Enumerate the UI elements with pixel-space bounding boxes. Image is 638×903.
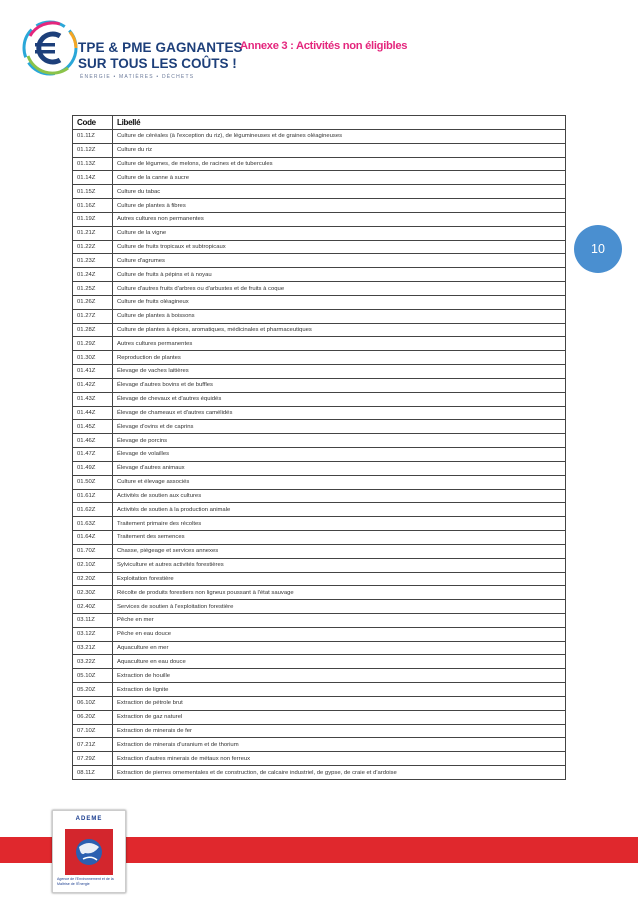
- activity-code: 01.13Z: [73, 157, 113, 171]
- activity-label: Élevage de chevaux et d'autres équidés: [113, 392, 566, 406]
- ademe-logo: [52, 810, 126, 893]
- activity-label: Récolte de produits forestiers non ligneux poussant à l'état sauvage: [113, 586, 566, 600]
- table-row: [73, 254, 566, 268]
- activity-label: Culture de fruits tropicaux et subtropicaux: [113, 240, 566, 254]
- activity-code: 05.10Z: [73, 669, 113, 683]
- activity-label: Activités de soutien aux cultures: [113, 489, 566, 503]
- activity-code: 01.25Z: [73, 282, 113, 296]
- table-row: [73, 669, 566, 683]
- table-row: [73, 406, 566, 420]
- activity-label: Élevage de chameaux et d'autres camélidés: [113, 406, 566, 420]
- activity-code: 01.26Z: [73, 295, 113, 309]
- table-row: [73, 489, 566, 503]
- activity-code: 01.27Z: [73, 309, 113, 323]
- table-row: [73, 199, 566, 213]
- table-row: [73, 572, 566, 586]
- page-title: Annexe 3 : Activités non éligibles: [240, 40, 408, 52]
- activity-code: 01.16Z: [73, 199, 113, 213]
- activity-label: Pêche en mer: [113, 613, 566, 627]
- activity-label: Extraction de lignite: [113, 683, 566, 697]
- table-row: [73, 226, 566, 240]
- table-row: [73, 365, 566, 379]
- activity-code: 03.11Z: [73, 613, 113, 627]
- activity-code: 01.15Z: [73, 185, 113, 199]
- table-row: [73, 185, 566, 199]
- ademe-globe-icon: [65, 829, 113, 875]
- table-row: [73, 157, 566, 171]
- activity-label: Culture et élevage associés: [113, 475, 566, 489]
- activity-code: 01.24Z: [73, 268, 113, 282]
- table-row: [73, 475, 566, 489]
- activity-label: Culture d'autres fruits d'arbres ou d'arbustes et de fruits à coque: [113, 282, 566, 296]
- table-row: [73, 143, 566, 157]
- table-row: [73, 696, 566, 710]
- ademe-caption: Agence de l'Environnement et de la Maîtrise de l'Énergie: [57, 877, 114, 886]
- activity-label: Activités de soutien à la production animale: [113, 503, 566, 517]
- page-number: 10: [591, 242, 605, 256]
- activity-label: Chasse, piégeage et services annexes: [113, 544, 566, 558]
- activity-code: 01.63Z: [73, 517, 113, 531]
- activity-label: Services de soutien à l'exploitation forestière: [113, 600, 566, 614]
- activity-label: Extraction de pétrole brut: [113, 696, 566, 710]
- table-header-row: [73, 116, 566, 130]
- activity-label: Élevage d'autres bovins et de buffles: [113, 378, 566, 392]
- activity-code: 06.20Z: [73, 710, 113, 724]
- activity-code: 01.45Z: [73, 420, 113, 434]
- activity-label: Culture du tabac: [113, 185, 566, 199]
- table-row: [73, 544, 566, 558]
- table-row: [73, 309, 566, 323]
- table-row: [73, 130, 566, 144]
- table-body: [73, 130, 566, 780]
- ineligible-activities-table: [72, 115, 566, 780]
- activity-code: 01.44Z: [73, 406, 113, 420]
- table-row: [73, 600, 566, 614]
- activity-code: 06.10Z: [73, 696, 113, 710]
- tpe-pme-logo: [20, 18, 243, 80]
- activity-code: 02.30Z: [73, 586, 113, 600]
- table-row: [73, 683, 566, 697]
- table-row: [73, 766, 566, 780]
- activity-code: 01.41Z: [73, 365, 113, 379]
- activity-code: 01.28Z: [73, 323, 113, 337]
- activity-label: Culture de plantes à fibres: [113, 199, 566, 213]
- activity-label: Élevage de porcins: [113, 434, 566, 448]
- table-row: [73, 240, 566, 254]
- activity-label: Sylviculture et autres activités forestières: [113, 558, 566, 572]
- table-row: [73, 710, 566, 724]
- activity-code: 01.12Z: [73, 143, 113, 157]
- activity-code: 05.20Z: [73, 683, 113, 697]
- activity-label: Traitement primaire des récoltes: [113, 517, 566, 531]
- table-row: [73, 392, 566, 406]
- table-row: [73, 420, 566, 434]
- ademe-emblem: [65, 829, 113, 875]
- activity-label: Extraction de houille: [113, 669, 566, 683]
- activity-label: Extraction d'autres minerais de métaux non ferreux: [113, 752, 566, 766]
- activity-label: Extraction de pierres ornementales et de construction, de calcaire industriel, de gypse, de craie et d'ardoise: [113, 766, 566, 780]
- activity-code: 08.11Z: [73, 766, 113, 780]
- activity-code: 07.21Z: [73, 738, 113, 752]
- euro-logo-icon: [20, 18, 82, 80]
- activity-code: 07.29Z: [73, 752, 113, 766]
- activity-code: 02.20Z: [73, 572, 113, 586]
- table-row: [73, 627, 566, 641]
- activity-label: Extraction de minerais de fer: [113, 724, 566, 738]
- activity-label: Reproduction de plantes: [113, 351, 566, 365]
- activity-label: Culture de plantes à épices, aromatiques, médicinales et pharmaceutiques: [113, 323, 566, 337]
- table-row: [73, 724, 566, 738]
- activity-code: 03.12Z: [73, 627, 113, 641]
- activity-code: 01.62Z: [73, 503, 113, 517]
- activity-label: Exploitation forestière: [113, 572, 566, 586]
- table-row: [73, 282, 566, 296]
- activity-code: 01.47Z: [73, 448, 113, 462]
- activity-code: 01.21Z: [73, 226, 113, 240]
- table-row: [73, 448, 566, 462]
- table-row: [73, 212, 566, 226]
- activity-code: 01.64Z: [73, 531, 113, 545]
- table-row: [73, 586, 566, 600]
- table-row: [73, 337, 566, 351]
- table-row: [73, 378, 566, 392]
- activity-label: Extraction de gaz naturel: [113, 710, 566, 724]
- activity-label: Culture de fruits oléagineux: [113, 295, 566, 309]
- activity-label: Extraction de minerais d'uranium et de thorium: [113, 738, 566, 752]
- table-row: [73, 517, 566, 531]
- logo-line-1: TPE & PME GAGNANTES: [78, 40, 243, 55]
- logo-line-2: SUR TOUS LES COÛTS !: [78, 56, 237, 71]
- activity-code: 01.42Z: [73, 378, 113, 392]
- activity-label: Pêche en eau douce: [113, 627, 566, 641]
- activity-label: Élevage d'ovins et de caprins: [113, 420, 566, 434]
- activity-label: Culture de la vigne: [113, 226, 566, 240]
- activity-code: 01.14Z: [73, 171, 113, 185]
- activity-code: 01.46Z: [73, 434, 113, 448]
- table-row: [73, 461, 566, 475]
- activity-label: Autres cultures non permanentes: [113, 212, 566, 226]
- activity-code: 02.40Z: [73, 600, 113, 614]
- table-row: [73, 295, 566, 309]
- table-row: [73, 171, 566, 185]
- activity-label: Culture d'agrumes: [113, 254, 566, 268]
- table-row: [73, 351, 566, 365]
- activity-code: 03.21Z: [73, 641, 113, 655]
- column-header-label: Libellé: [113, 116, 566, 130]
- activity-label: Culture de la canne à sucre: [113, 171, 566, 185]
- activity-label: Autres cultures permanentes: [113, 337, 566, 351]
- activity-code: 01.61Z: [73, 489, 113, 503]
- activity-code: 01.11Z: [73, 130, 113, 144]
- table-row: [73, 268, 566, 282]
- activity-code: 01.23Z: [73, 254, 113, 268]
- table-row: [73, 641, 566, 655]
- column-header-code: Code: [73, 116, 113, 130]
- table-row: [73, 558, 566, 572]
- table-row: [73, 752, 566, 766]
- activity-label: Élevage de volailles: [113, 448, 566, 462]
- activity-label: Élevage de vaches laitières: [113, 365, 566, 379]
- activity-label: Élevage d'autres animaux: [113, 461, 566, 475]
- activity-code: 03.22Z: [73, 655, 113, 669]
- activity-code: 01.22Z: [73, 240, 113, 254]
- activity-label: Aquaculture en mer: [113, 641, 566, 655]
- activity-label: Aquaculture en eau douce: [113, 655, 566, 669]
- page-number-badge: [574, 225, 622, 273]
- table-row: [73, 323, 566, 337]
- activity-label: Culture de céréales (à l'exception du riz), de légumineuses et de graines oléagineuses: [113, 130, 566, 144]
- activity-code: 01.30Z: [73, 351, 113, 365]
- table-row: [73, 655, 566, 669]
- activity-code: 01.50Z: [73, 475, 113, 489]
- activity-code: 01.49Z: [73, 461, 113, 475]
- table-row: [73, 531, 566, 545]
- activity-code: 01.19Z: [73, 212, 113, 226]
- activity-code: 07.10Z: [73, 724, 113, 738]
- activity-code: 01.43Z: [73, 392, 113, 406]
- table-row: [73, 434, 566, 448]
- activity-code: 01.29Z: [73, 337, 113, 351]
- activity-label: Culture de légumes, de melons, de racines et de tubercules: [113, 157, 566, 171]
- activity-label: Culture du riz: [113, 143, 566, 157]
- activity-label: Traitement des semences: [113, 531, 566, 545]
- table-row: [73, 503, 566, 517]
- logo-tagline: ÉNERGIE • MATIÈRES • DÉCHETS: [80, 74, 195, 80]
- activity-code: 01.70Z: [73, 544, 113, 558]
- activity-code: 02.10Z: [73, 558, 113, 572]
- activity-label: Culture de fruits à pépins et à noyau: [113, 268, 566, 282]
- table-row: [73, 738, 566, 752]
- activity-label: Culture de plantes à boissons: [113, 309, 566, 323]
- table-row: [73, 613, 566, 627]
- ademe-name: ADEME: [75, 816, 103, 822]
